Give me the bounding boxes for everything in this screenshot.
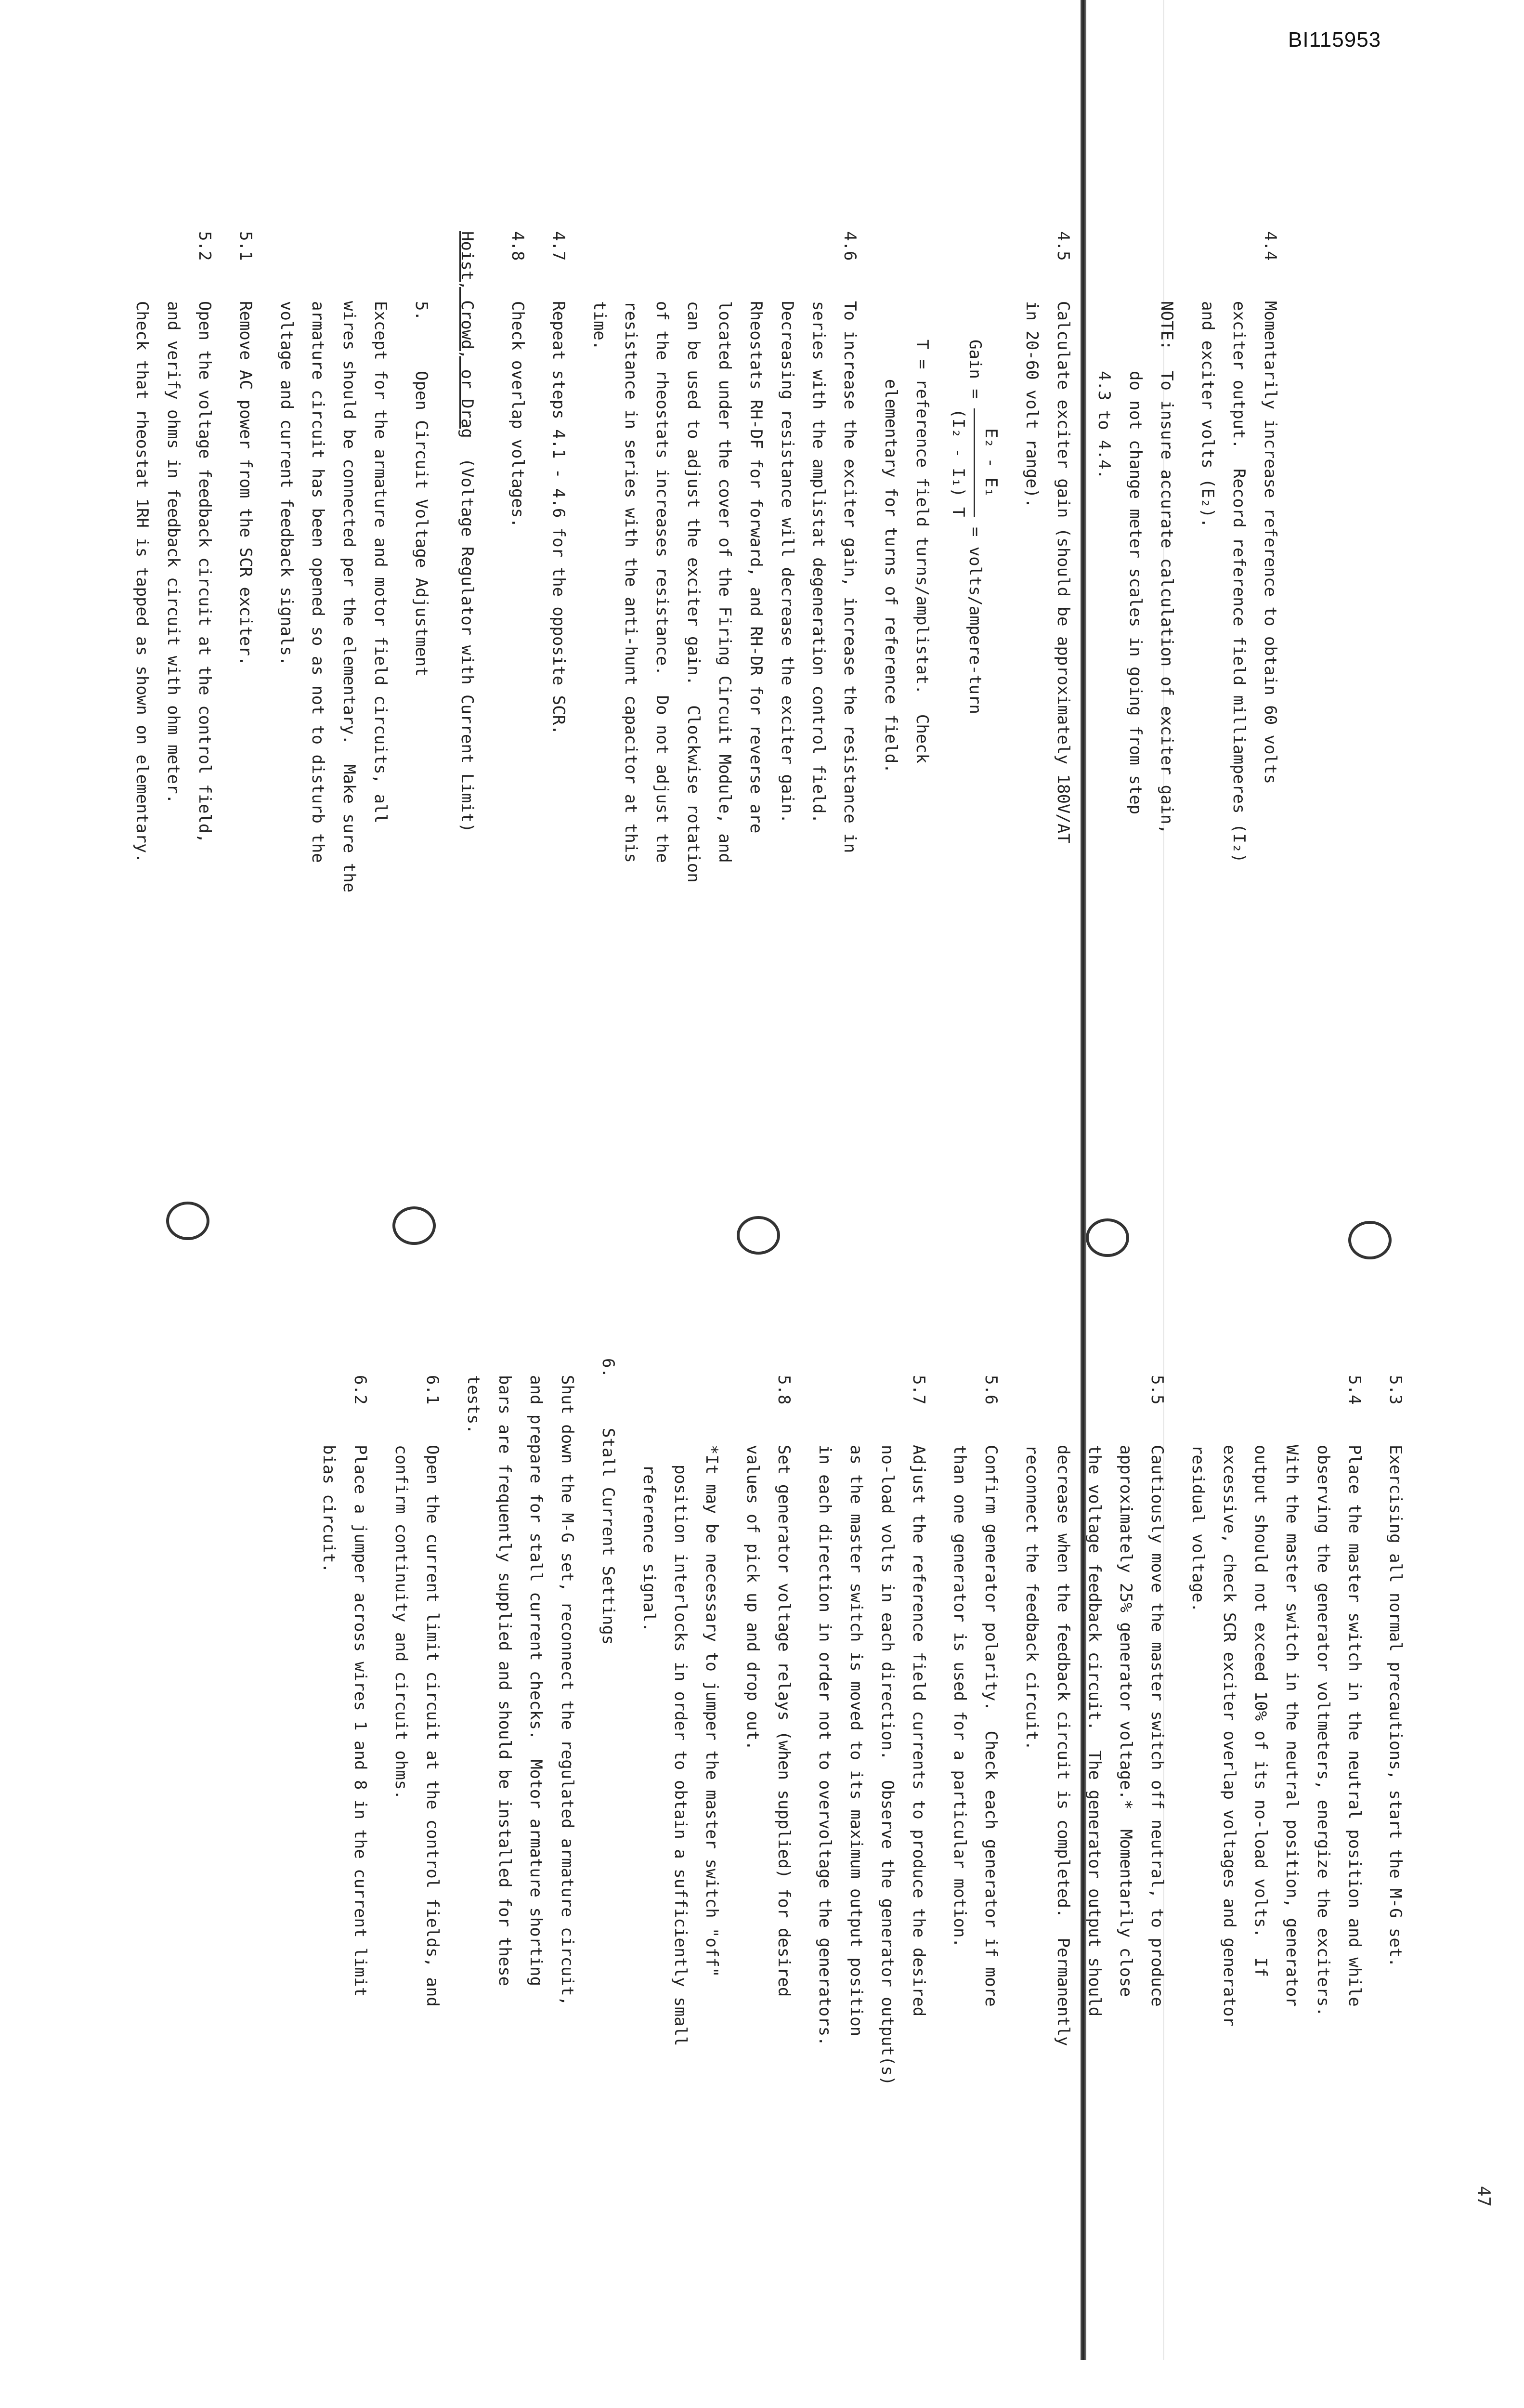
formula-fraction: [942, 408, 1006, 517]
text-line: residual voltage.: [1188, 1445, 1208, 1612]
step-number: 6.: [599, 1358, 618, 1378]
step-5-5: [1016, 1375, 1172, 2408]
text-line: Momentarily increase reference to obtain 60 volts: [1261, 301, 1280, 785]
text-line: located under the cover of the Firing Circuit Module, and: [715, 301, 734, 863]
note: [1088, 231, 1182, 1339]
text-line: do not change meter scales in going from step: [1126, 371, 1145, 815]
formula-rhs: = volts/ampere-turn: [965, 526, 985, 714]
text-line: Calculate exciter gain (should be approximately 180V/AT: [1054, 301, 1073, 843]
section-heading-underlined: Hoist, Crowd, or Drag: [457, 231, 477, 438]
text-line: time.: [590, 301, 609, 351]
page-47: [14, 1358, 1411, 2408]
text-line: 4.3 to 4.4.: [1094, 371, 1114, 480]
text-line: Cautiously move the master switch off neutral, to produce: [1147, 1445, 1167, 2007]
step-number: 6.1: [423, 1375, 442, 1405]
text-line: reconnect the feedback circuit.: [1022, 1445, 1042, 1751]
step-6-1: [385, 1375, 448, 2408]
step-number: 6.2: [351, 1375, 370, 1405]
text-line: To increase the exciter gain, increase the resistance in: [840, 301, 860, 853]
formula-lhs: Gain =: [965, 340, 985, 399]
step-5-1: [230, 231, 261, 1339]
text-line: Rheostats RH-DF for forward, and RH-DR for reverse are: [746, 301, 766, 834]
step-number: 5.: [412, 301, 431, 321]
step-4-4: [1192, 231, 1286, 1339]
text-line: in each direction in order not to overvoltage the generators.: [815, 1445, 834, 2046]
text-line: With the master switch in the neutral position, generator: [1282, 1445, 1302, 2007]
step-4-5: [1016, 231, 1079, 1339]
step-5: [405, 231, 437, 1339]
text-line: Exercising all normal precautions, start the M-G set.: [1386, 1445, 1405, 1967]
binder-hole: [1348, 1221, 1392, 1259]
text-line: confirm continuity and circuit ohms.: [391, 1445, 411, 1800]
text-line: Repeat steps 4.1 - 4.6 for the opposite SCR.: [549, 301, 568, 735]
text-line: Check overlap voltages.: [508, 301, 527, 528]
text-line: series with the amplistat degeneration control field.: [809, 301, 828, 824]
text-line: can be used to adjust the exciter gain. Clockwise rotation: [684, 301, 703, 883]
step-5-6: [944, 1375, 1006, 2408]
text-line: T = reference field turns/amplistat. Check: [912, 340, 932, 764]
step-5-8: [737, 1375, 799, 2408]
text-line: decrease when the feedback circuit is completed. Permanently: [1054, 1445, 1073, 2046]
text-line: as the master switch is moved to its maximum output position: [847, 1445, 866, 2037]
text-line: Decreasing resistance will decrease the exciter gain.: [778, 301, 797, 824]
text-line: voltage and current feedback signals.: [277, 301, 296, 666]
text-line: Except for the armature and motor field circuits, all: [371, 301, 390, 824]
paragraph: [271, 231, 396, 1339]
step-number: 5.1: [236, 231, 255, 261]
text-line: elementary for turns of reference field.: [881, 340, 900, 773]
step-number: 4.5: [1054, 231, 1073, 261]
text-line: Open the voltage feedback circuit at the control field,: [195, 301, 214, 843]
text-line: Place the master switch in the neutral position and while: [1345, 1445, 1364, 2007]
step-number: 5.5: [1147, 1375, 1167, 1405]
note-label: NOTE:: [1157, 301, 1176, 351]
t-definition: [875, 231, 938, 1339]
text-line: reference signal.: [639, 1445, 659, 1632]
text-line: Check that rheostat 1RH is tapped as shown on elementary.: [132, 301, 152, 863]
text-line: tests.: [464, 1375, 483, 1434]
step-number: 4.6: [840, 231, 860, 261]
text-line: in 20-60 volt range).: [1022, 301, 1042, 508]
text-line: *It may be necessary to jumper the master switch "off": [702, 1445, 721, 1977]
text-line: and prepare for stall current checks. Motor armature shorting: [526, 1375, 546, 1987]
text-line: no-load volts in each direction. Observe the generator output(s): [878, 1445, 897, 2086]
text-line: Stall Current Settings: [599, 1428, 618, 1645]
page-46: [0, 231, 1286, 1339]
text-line: of the rheostats increases resistance. Do not adjust the: [652, 301, 672, 863]
text-line: the voltage feedback circuit. The generator output should: [1085, 1445, 1104, 2017]
step-number: 5.7: [909, 1375, 928, 1405]
formula-numerator: E₂ - E₁: [974, 408, 1006, 517]
step-4-6: [584, 231, 865, 1339]
step-6-2: [313, 1375, 376, 2408]
text-line: excessive, check SCR exciter overlap voltages and generator: [1220, 1445, 1239, 2027]
text-line: and verify ohms in feedback circuit with ohm meter.: [164, 301, 183, 804]
text-line: exciter output. Record reference field milliamperes (I₂): [1229, 301, 1249, 863]
footnote: [633, 1375, 727, 2408]
text-line: bias circuit.: [319, 1445, 339, 1573]
step-number: 5.3: [1386, 1375, 1405, 1405]
formula-denominator: (I₂ - I₁) T: [949, 408, 968, 517]
text-line: than one generator is used for a particular motion.: [950, 1445, 969, 1948]
step-5-2: [126, 231, 220, 1339]
section-6: [592, 1358, 624, 2408]
text-line: output should not exceed 10% of its no-load volts. If: [1251, 1445, 1270, 1977]
text-line: wires should be connected per the elementary. Make sure the: [339, 301, 359, 893]
text-line: resistance in series with the anti-hunt capacitor at this: [621, 301, 640, 863]
text-line: Set generator voltage relays (when supplied) for desired: [774, 1445, 794, 1997]
text-line: Place a jumper across wires 1 and 8 in the current limit: [351, 1445, 370, 1997]
paragraph: [457, 1375, 583, 2408]
step-number: 4.4: [1261, 231, 1280, 261]
step-number: 5.8: [774, 1375, 794, 1405]
step-number: 5.2: [195, 231, 214, 261]
step-number: 4.8: [508, 231, 527, 261]
text-line: Confirm generator polarity. Check each generator if more: [981, 1445, 1001, 2007]
step-number: 4.7: [549, 231, 568, 261]
text-line: bars are frequently supplied and should be installed for these: [495, 1375, 514, 1987]
text-line: armature circuit has been opened so as not to disturb the: [308, 301, 327, 863]
document-id: BI115953: [1288, 28, 1381, 52]
step-5-3: [1380, 1375, 1411, 2408]
text-line: observing the generator voltmeters, energize the exciters.: [1314, 1445, 1333, 2017]
text-line: Open the current limit circuit at the control fields, and: [423, 1445, 442, 2007]
step-4-7: [543, 231, 574, 1339]
text-line: position interlocks in order to obtain a sufficiently small: [671, 1445, 690, 2046]
text-line: To insure accurate calculation of exciter gain,: [1157, 371, 1176, 835]
page-number: 47: [1474, 2186, 1494, 2207]
step-4-8: [502, 231, 533, 1339]
text-line: Shut down the M-G set, reconnect the regulated armature circuit,: [558, 1375, 577, 2006]
section-heading-rest: (Voltage Regulator with Current Limit): [457, 438, 477, 833]
gain-formula: [942, 231, 1006, 1339]
text-line: approximately 25% generator voltage.* Momentarily close: [1116, 1445, 1135, 1997]
text-line: values of pick up and drop out.: [743, 1445, 762, 1751]
step-5-4: [1182, 1375, 1370, 2408]
section-heading: [451, 231, 482, 1339]
step-number: 5.6: [981, 1375, 1001, 1405]
step-number: 5.4: [1345, 1375, 1364, 1405]
step-5-7: [809, 1375, 934, 2408]
text-line: Adjust the reference field currents to produce the desired: [909, 1445, 928, 2017]
text-line: Open Circuit Voltage Adjustment: [412, 371, 431, 677]
text-line: Remove AC power from the SCR exciter.: [236, 301, 255, 666]
text-line: and exciter volts (E₂).: [1198, 301, 1217, 528]
